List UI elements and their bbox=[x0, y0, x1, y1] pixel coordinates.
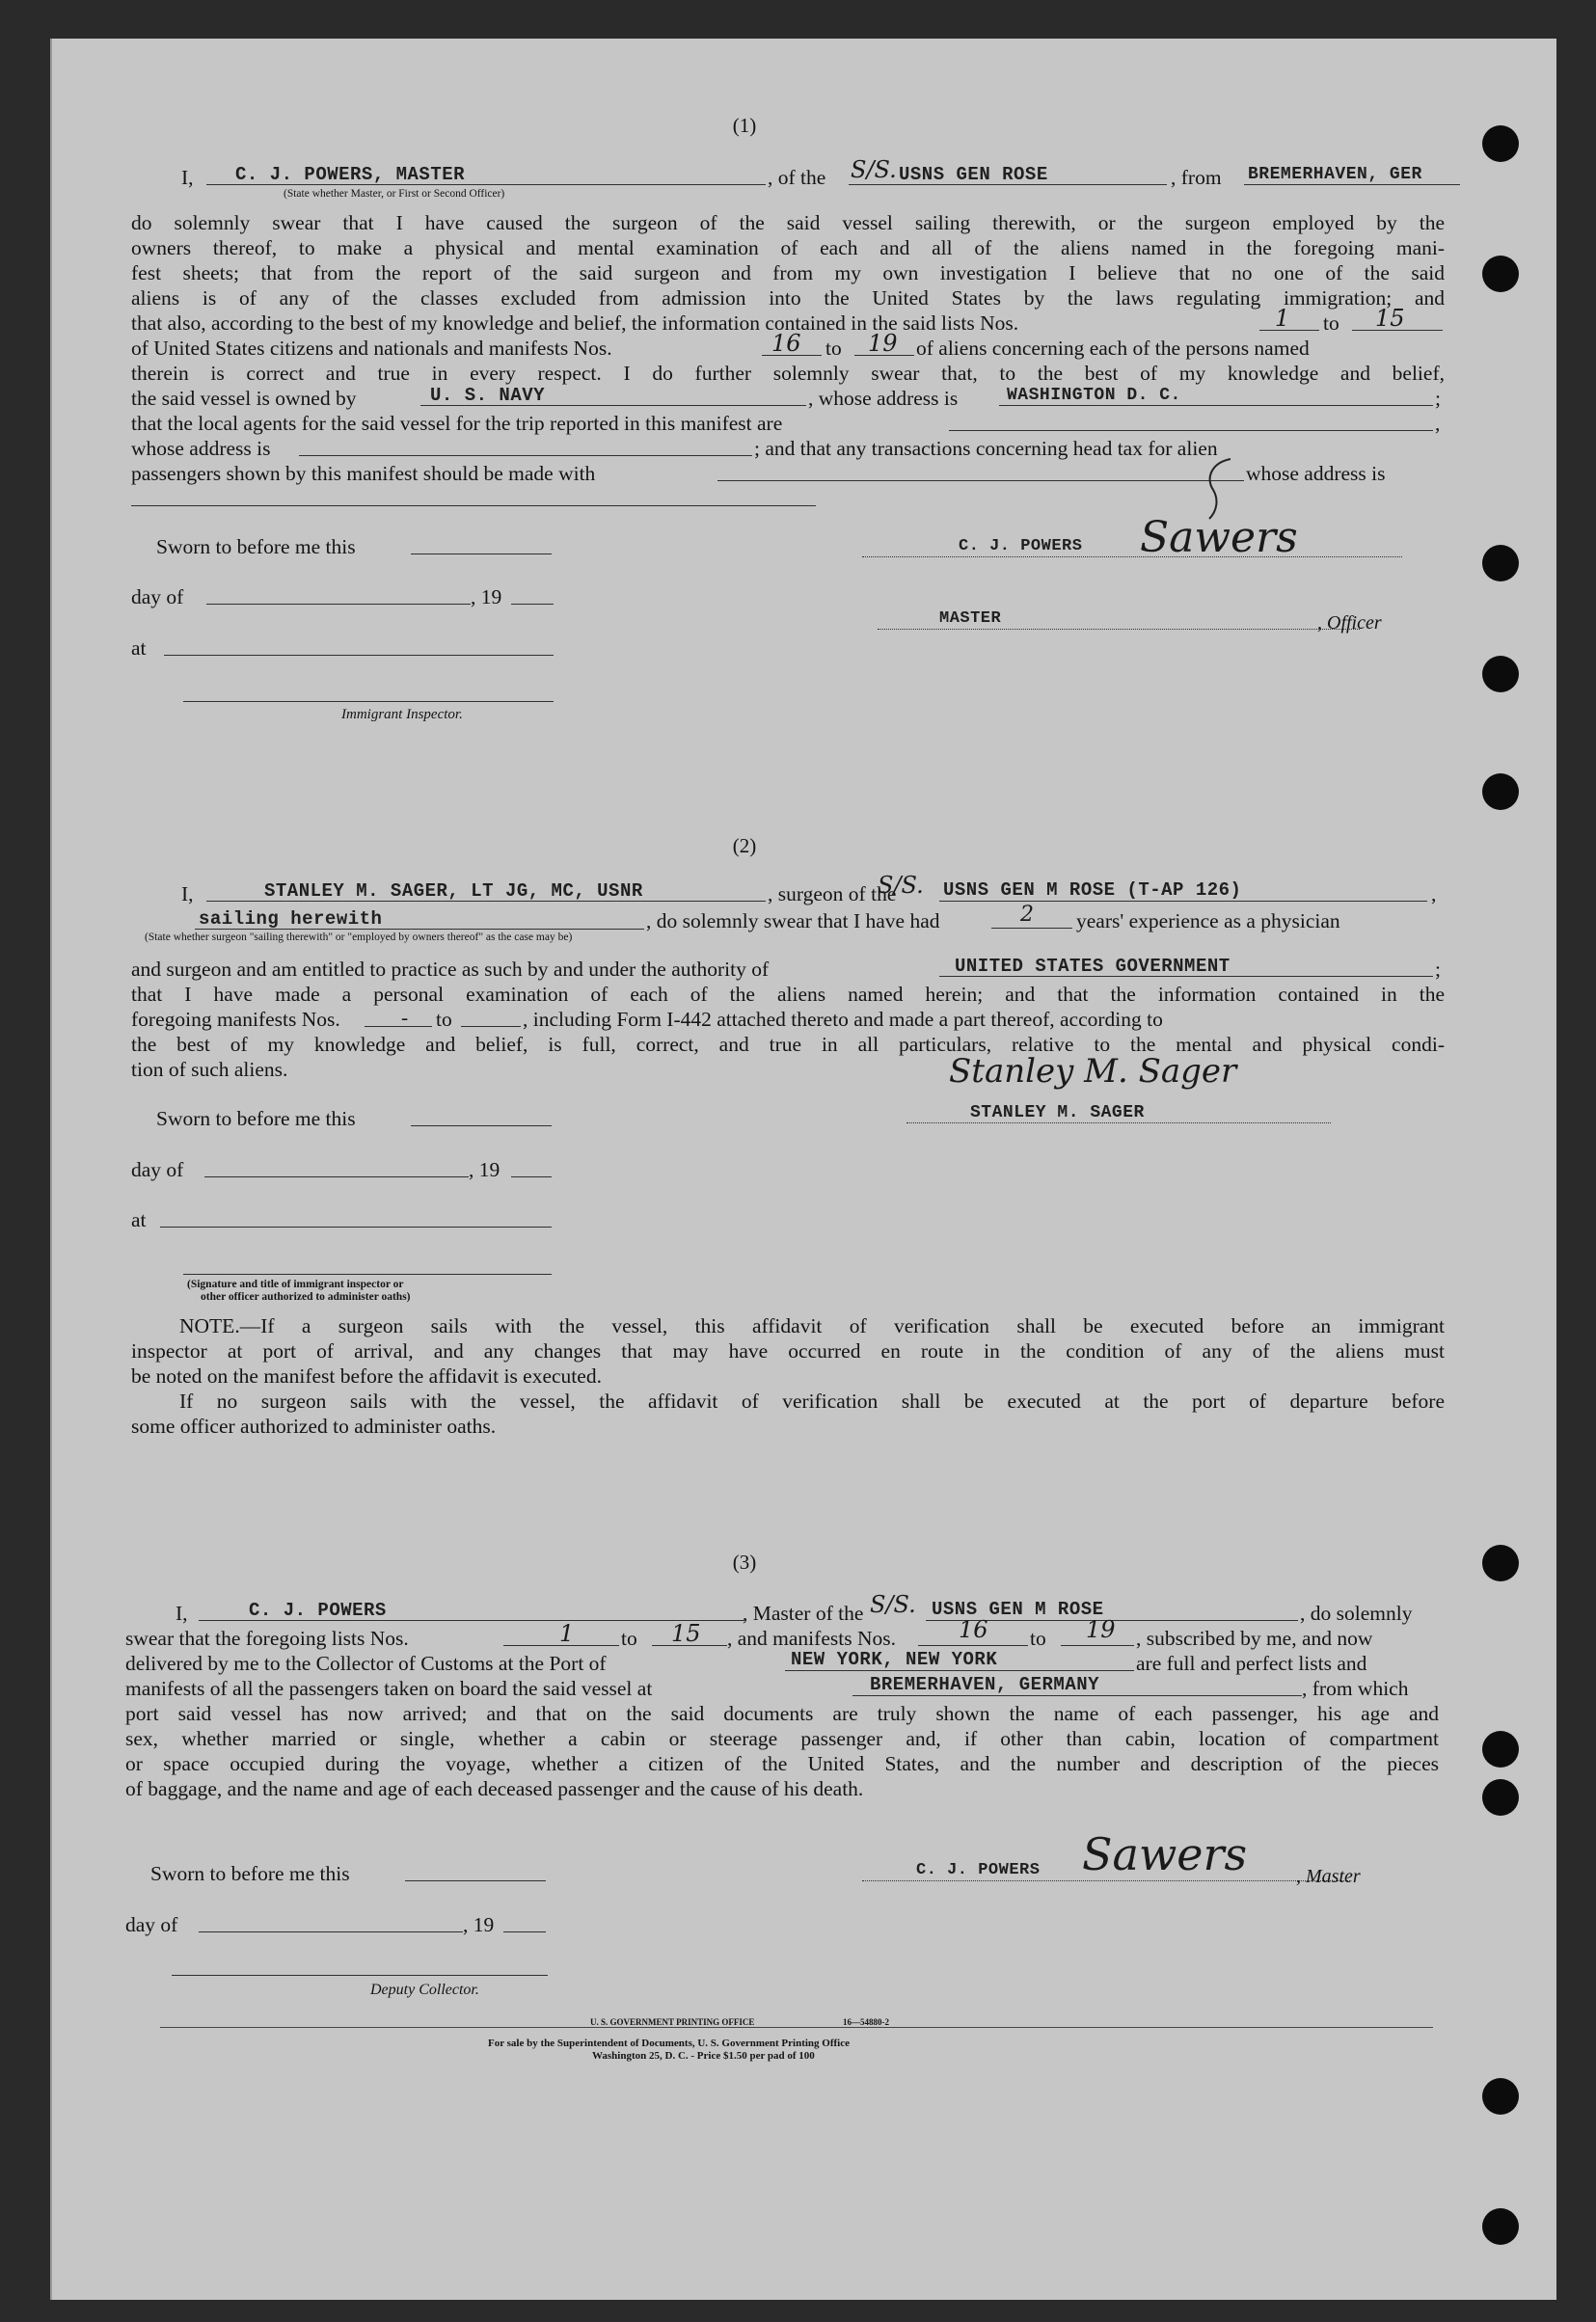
punch-hole bbox=[1482, 1779, 1519, 1816]
vessel-name-field[interactable]: USNS GEN M ROSE bbox=[932, 1599, 1104, 1620]
punch-hole bbox=[1482, 656, 1519, 692]
port-line bbox=[785, 1670, 1134, 1671]
lists-to-field[interactable]: 15 bbox=[1375, 305, 1405, 332]
vessel-prefix-handwritten: S/S. bbox=[851, 156, 897, 183]
master-signature-line bbox=[862, 1880, 1350, 1881]
manifests-to-line bbox=[461, 1026, 521, 1027]
vessel-name-field[interactable]: USNS GEN ROSE bbox=[899, 164, 1048, 185]
label-to: to bbox=[1030, 1627, 1046, 1650]
manifests-to-field[interactable]: 19 bbox=[1086, 1616, 1116, 1643]
year-label: , 19 bbox=[463, 1913, 495, 1936]
year-line bbox=[511, 1176, 552, 1177]
sale-line-2: Washington 25, D. C. - Price $1.50 per pad of 100 bbox=[592, 2050, 815, 2062]
swear-text-2: years' experience as a physician bbox=[1076, 909, 1340, 932]
surgeon-signature: Stanley M. Sager bbox=[949, 1052, 1237, 1091]
punch-hole bbox=[1482, 256, 1519, 292]
section-number: (2) bbox=[732, 834, 757, 857]
deputy-line bbox=[172, 1975, 548, 1976]
agents-address-label: whose address is bbox=[131, 437, 271, 460]
vessel-prefix-handwritten: S/S. bbox=[878, 872, 924, 899]
vessel-name-field[interactable]: USNS GEN M ROSE (T-AP 126) bbox=[943, 879, 1242, 901]
owner-address-field[interactable]: WASHINGTON D. C. bbox=[1007, 386, 1181, 405]
semicolon: ; bbox=[1435, 958, 1441, 981]
day-of-label: day of bbox=[131, 1158, 184, 1181]
surgeon-name-field[interactable]: STANLEY M. SAGER, LT JG, MC, USNR bbox=[264, 880, 643, 902]
lists-from-line bbox=[1259, 330, 1319, 331]
at-label: at bbox=[131, 1208, 147, 1231]
master-oath-line-7: or space occupied during the voyage, whether a citizen of the United States, and the number and description of the pieces bbox=[125, 1752, 1439, 1775]
manifests-from-field[interactable]: 16 bbox=[771, 330, 801, 357]
surgeon-line-4: that I have made a personal examination of each of the aliens named herein; and that the information contained in the bbox=[131, 983, 1445, 1006]
sworn-label: Sworn to before me this bbox=[156, 535, 356, 558]
note-line-2: inspector at port of arrival, and any changes that may have occurred en route in the condition of any of the aliens must bbox=[131, 1339, 1445, 1363]
sworn-line bbox=[411, 1125, 552, 1126]
year-label: , 19 bbox=[469, 1158, 500, 1181]
note-line-1: NOTE.—If a surgeon sails with the vessel, this affidavit of verification shall be executed before an immigrant bbox=[179, 1314, 1445, 1337]
master-name-field[interactable]: C. J. POWERS, MASTER bbox=[235, 164, 466, 185]
label-of-the: , of the bbox=[768, 166, 826, 189]
head-tax-address-label: whose address is bbox=[1246, 462, 1386, 485]
owner-address-line bbox=[999, 405, 1433, 406]
sailing-field[interactable]: sailing herewith bbox=[199, 908, 383, 930]
surgeon-of-the-label: , surgeon of the bbox=[768, 882, 897, 905]
subscribed-label: , subscribed by me, and now bbox=[1136, 1627, 1373, 1650]
surgeon-signature-line bbox=[906, 1122, 1331, 1123]
signer-typed-name: C. J. POWERS bbox=[959, 537, 1083, 555]
solemnly-label: , do solemnly bbox=[1300, 1602, 1413, 1625]
master-name-field[interactable]: C. J. POWERS bbox=[249, 1600, 387, 1621]
footer-rule bbox=[160, 2027, 1433, 2028]
day-of-label: day of bbox=[125, 1913, 178, 1936]
from-line bbox=[1244, 184, 1460, 185]
boarded-label: manifests of all the passengers taken on board the said vessel at bbox=[125, 1677, 653, 1700]
agents-address-line bbox=[299, 455, 752, 456]
manifests-to-line bbox=[1061, 1645, 1134, 1646]
day-of-line bbox=[206, 604, 471, 605]
master-signature-line bbox=[862, 556, 1402, 557]
authority-label: and surgeon and am entitled to practice as such by and under the authority of bbox=[131, 958, 770, 981]
office-line bbox=[878, 629, 1360, 630]
at-line bbox=[164, 655, 554, 656]
authority-field[interactable]: UNITED STATES GOVERNMENT bbox=[955, 956, 1231, 977]
year-line bbox=[511, 604, 554, 605]
surgeon-line-6: the best of my knowledge and belief, is full, correct, and true in all particulars, relative to the mental and physical condi- bbox=[131, 1033, 1445, 1056]
punch-hole bbox=[1482, 545, 1519, 581]
port-label: delivered by me to the Collector of Customs at the Port of bbox=[125, 1652, 607, 1675]
at-line bbox=[160, 1227, 552, 1228]
manifests-from-line bbox=[365, 1026, 432, 1027]
lists-from-field[interactable]: 1 bbox=[559, 1620, 575, 1647]
owner-label: the said vessel is owned by bbox=[131, 387, 357, 410]
printing-office: U. S. GOVERNMENT PRINTING OFFICE bbox=[590, 2017, 755, 2027]
manifests-from-field[interactable]: 16 bbox=[959, 1616, 988, 1643]
head-tax-address-line bbox=[131, 505, 816, 506]
section-number: (1) bbox=[732, 114, 757, 137]
officer-label: , Officer bbox=[1317, 612, 1382, 634]
head-tax-text: ; and that any transactions concerning head tax for alien bbox=[754, 437, 1218, 460]
sale-line-1: For sale by the Superintendent of Documents, U. S. Government Printing Office bbox=[488, 2038, 850, 2049]
oath-line-7: therein is correct and true in every respect. I do further solemnly swear that, to the best of my knowledge and belief, bbox=[131, 362, 1445, 385]
punch-hole bbox=[1482, 2078, 1519, 2115]
inspector-caption: Immigrant Inspector. bbox=[341, 707, 463, 722]
oath-line-1: do solemnly swear that I have caused the surgeon of the said vessel sailing therewith, or the surgeon employed by the bbox=[131, 211, 1445, 234]
year-label: , 19 bbox=[471, 585, 502, 608]
manifests-label: , and manifests Nos. bbox=[727, 1627, 896, 1650]
agents-label: that the local agents for the said vessel for the trip reported in this manifest are bbox=[131, 412, 783, 435]
master-signature: Sawers bbox=[1140, 513, 1298, 562]
note2-line-1: If no surgeon sails with the vessel, the affidavit of verification shall be executed at the port of departure before bbox=[179, 1390, 1445, 1413]
label-i: I, bbox=[181, 166, 194, 189]
inspector-line bbox=[183, 701, 554, 702]
sworn-line bbox=[405, 1880, 546, 1881]
from-which-label: , from which bbox=[1302, 1677, 1409, 1700]
label-to: to bbox=[825, 337, 842, 360]
inspector-signature-line bbox=[183, 1274, 552, 1275]
label-to: to bbox=[621, 1627, 637, 1650]
head-tax-label: passengers shown by this manifest should be made with bbox=[131, 462, 596, 485]
surgeon-caption: (State whether surgeon "sailing therewith" or "employed by owners thereof" as the case may be) bbox=[145, 932, 573, 943]
oath-line-4: aliens is of any of the classes excluded from admission into the United States by the laws regulating immigration; and bbox=[131, 286, 1445, 310]
semicolon: ; bbox=[1435, 387, 1441, 410]
lists-from-field[interactable]: 1 bbox=[1275, 305, 1290, 332]
vessel-prefix-handwritten: S/S. bbox=[870, 1591, 916, 1618]
lists-label: swear that the foregoing lists Nos. bbox=[125, 1627, 409, 1650]
owner-address-label: , whose address is bbox=[808, 387, 959, 410]
sworn-label: Sworn to before me this bbox=[150, 1862, 350, 1885]
years-field[interactable]: 2 bbox=[1020, 903, 1034, 927]
label-to: to bbox=[1323, 311, 1339, 335]
manifests-to-field[interactable]: 19 bbox=[868, 330, 898, 357]
years-line bbox=[991, 928, 1072, 929]
oath-line-6b: of aliens concerning each of the persons named bbox=[916, 337, 1310, 360]
master-oath-line-6: sex, whether married or single, whether a cabin or steerage passenger and, if other than cabin, location of compartment bbox=[125, 1727, 1439, 1750]
form-text: , including Form I-442 attached thereto and made a part thereof, according to bbox=[523, 1008, 1163, 1031]
manifests-from-line bbox=[918, 1645, 1028, 1646]
day-of-line bbox=[199, 1931, 463, 1932]
comma: , bbox=[1431, 882, 1437, 905]
port-field[interactable]: NEW YORK, NEW YORK bbox=[791, 1649, 998, 1670]
manifest-page bbox=[50, 39, 1556, 2300]
label-from: , from bbox=[1171, 166, 1222, 189]
port-from-field[interactable]: BREMERHAVEN, GER bbox=[1248, 165, 1422, 184]
master-signature: Sawers bbox=[1082, 1828, 1248, 1880]
master-oath-line-8: of baggage, and the name and age of each deceased passenger and the cause of his death. bbox=[125, 1777, 864, 1800]
form-code: 16—54880-2 bbox=[843, 2017, 889, 2027]
vessel-line bbox=[939, 901, 1427, 902]
sig-caption-2: other officer authorized to administer oaths) bbox=[201, 1291, 411, 1303]
manifests-dash: - bbox=[401, 1006, 409, 1029]
master-label: , Master bbox=[1296, 1866, 1361, 1887]
sig-caption-1: (Signature and title of immigrant inspector or bbox=[187, 1279, 404, 1290]
oath-line-2: owners thereof, to make a physical and mental examination of each and all of the aliens named in the foregoing mani- bbox=[131, 236, 1445, 259]
agents-line bbox=[949, 430, 1433, 431]
boarded-field[interactable]: BREMERHAVEN, GERMANY bbox=[870, 1674, 1100, 1695]
punch-hole bbox=[1482, 2208, 1519, 2245]
signature-flourish bbox=[1192, 455, 1250, 523]
section-number: (3) bbox=[732, 1551, 757, 1574]
master-caption: (State whether Master, or First or Second Officer) bbox=[284, 188, 505, 200]
lists-to-field[interactable]: 15 bbox=[671, 1620, 701, 1647]
master-of-label: , Master of the bbox=[743, 1602, 864, 1625]
surgeon-line-7: tion of such aliens. bbox=[131, 1058, 288, 1081]
punch-hole bbox=[1482, 1731, 1519, 1768]
punch-hole bbox=[1482, 773, 1519, 810]
surgeon-typed-name: STANLEY M. SAGER bbox=[970, 1103, 1145, 1122]
master-oath-line-5: port said vessel has now arrived; and that on the said documents are truly shown the name of each passenger, his age and bbox=[125, 1702, 1439, 1725]
sworn-label: Sworn to before me this bbox=[156, 1107, 356, 1130]
head-tax-line bbox=[717, 480, 1244, 481]
comma: , bbox=[1435, 412, 1441, 435]
owner-field[interactable]: U. S. NAVY bbox=[430, 385, 546, 406]
day-of-label: day of bbox=[131, 585, 184, 608]
punch-hole bbox=[1482, 125, 1519, 162]
at-label: at bbox=[131, 636, 147, 660]
oath-line-3: fest sheets; that from the report of the said surgeon and from my own investigation I believe that no one of the said bbox=[131, 261, 1445, 284]
note2-line-2: some officer authorized to administer oaths. bbox=[131, 1415, 497, 1438]
boarded-line bbox=[852, 1695, 1302, 1696]
day-of-line bbox=[204, 1176, 469, 1177]
punch-hole bbox=[1482, 1545, 1519, 1581]
swear-text: , do solemnly swear that I have had bbox=[646, 909, 940, 932]
year-line bbox=[503, 1931, 546, 1932]
deputy-caption: Deputy Collector. bbox=[370, 1982, 479, 1998]
oath-line-5: that also, according to the best of my knowledge and belief, the information contained in the said lists Nos. bbox=[131, 311, 1019, 335]
office-field[interactable]: MASTER bbox=[939, 609, 1002, 628]
note-line-3: be noted on the manifest before the affidavit is executed. bbox=[131, 1364, 602, 1388]
label-i: I, bbox=[176, 1602, 188, 1625]
signer-typed-name: C. J. POWERS bbox=[916, 1861, 1041, 1879]
full-lists-label: are full and perfect lists and bbox=[1136, 1652, 1367, 1675]
label-to: to bbox=[436, 1008, 452, 1031]
manifests-label: foregoing manifests Nos. bbox=[131, 1008, 340, 1031]
oath-line-6a: of United States citizens and nationals and manifests Nos. bbox=[131, 337, 612, 360]
label-i: I, bbox=[181, 882, 194, 905]
